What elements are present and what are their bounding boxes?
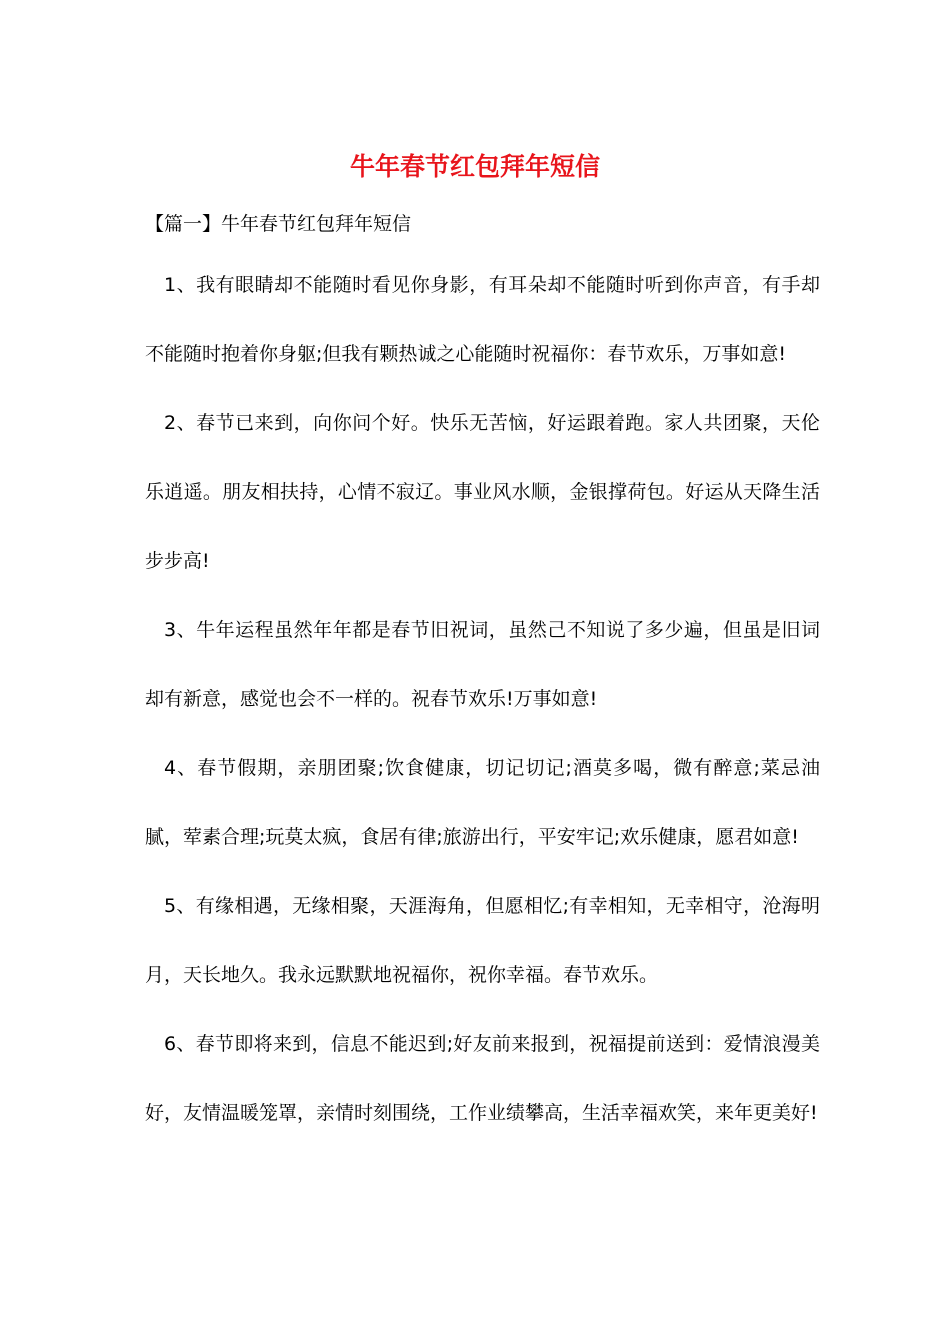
message-list bbox=[145, 251, 820, 1148]
message-paragraph-1: 1、我有眼睛却不能随时看见你身影，有耳朵却不能随时听到你声音，有手却不能随时抱着你身躯;但我有颗热诚之心能随时祝福你：春节欢乐，万事如意! bbox=[145, 274, 820, 365]
message-paragraph-2: 2、春节已来到，向你问个好。快乐无苦恼，好运跟着跑。家人共团聚，天伦乐逍遥。朋友相扶持，心情不寂辽。事业风水顺，金银撑荷包。好运从天降生活步步高! bbox=[145, 412, 820, 572]
message-paragraph-4: 4、春节假期，亲朋团聚;饮食健康，切记切记;酒莫多喝，微有醉意;菜忌油腻，荤素合理;玩莫太疯，食居有律;旅游出行，平安牢记;欢乐健康，愿君如意! bbox=[145, 757, 820, 848]
section-heading: 【篇一】牛年春节红包拜年短信 bbox=[145, 213, 412, 235]
message-paragraph-5: 5、有缘相遇，无缘相聚，天涯海角，但愿相忆;有幸相知，无幸相守，沧海明月，天长地久。我永远默默地祝福你，祝你幸福。春节欢乐。 bbox=[145, 895, 820, 986]
document-title: 牛年春节红包拜年短信 bbox=[349, 152, 600, 181]
message-paragraph-3: 3、牛年运程虽然年年都是春节旧祝词，虽然己不知说了多少遍，但虽是旧词却有新意，感觉也会不一样的。祝春节欢乐!万事如意! bbox=[145, 619, 820, 710]
message-paragraph-6: 6、春节即将来到，信息不能迟到;好友前来报到，祝福提前送到：爱情浪漫美好，友情温暖笼罩，亲情时刻围绕，工作业绩攀高，生活幸福欢笑，来年更美好! bbox=[145, 1033, 820, 1124]
